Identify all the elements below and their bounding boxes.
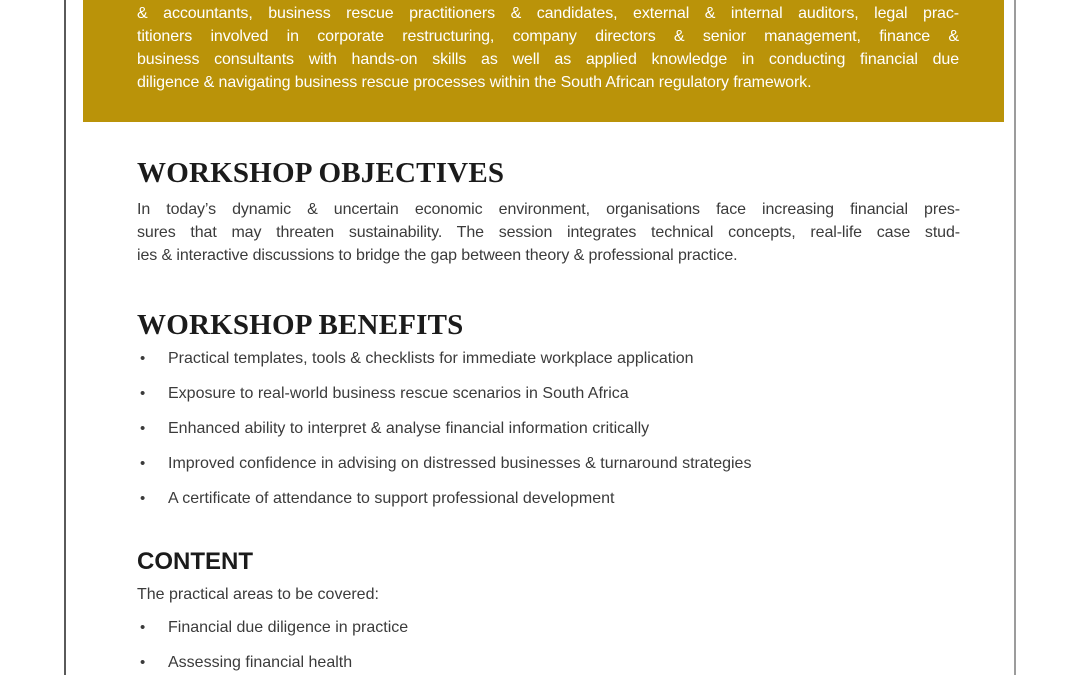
list-item-text: Practical templates, tools & checklists for immediate workplace application (168, 350, 694, 367)
banner-text-line: titioners involved in corporate restructuring, company directors & senior management, finance & (137, 28, 959, 45)
objectives-paragraph (137, 198, 960, 267)
list-item-text: Enhanced ability to interpret & analyse financial information critically (168, 420, 650, 437)
list-item (137, 453, 960, 474)
objectives-heading: WORKSHOP OBJECTIVES (137, 157, 505, 189)
bullet-icon: • (140, 350, 146, 367)
list-item-text: Assessing financial health (168, 654, 353, 671)
banner-text-line: diligence & navigating business rescue processes within the South African regulatory framework. (137, 74, 812, 91)
paragraph-line: ies & interactive discussions to bridge the gap between theory & professional practice. (137, 247, 738, 264)
bullet-icon: • (140, 455, 146, 472)
list-item-text: A certificate of attendance to support professional development (168, 490, 615, 507)
banner-text-line: business consultants with hands-on skills as well as applied knowledge in conducting financial due (137, 51, 959, 68)
list-item-text: Improved confidence in advising on distressed businesses & turnaround strategies (168, 455, 752, 472)
bullet-icon: • (140, 490, 146, 507)
list-item (137, 617, 960, 638)
content-list (137, 617, 960, 675)
list-item (137, 488, 960, 509)
list-item (137, 383, 960, 404)
list-item (137, 348, 960, 369)
banner-text-line: & accountants, business rescue practitioners & candidates, external & internal auditors, legal prac- (137, 5, 959, 22)
benefits-list (137, 348, 960, 523)
bullet-icon: • (140, 654, 146, 671)
content-intro: The practical areas to be covered: (137, 586, 379, 603)
page-right-border (1014, 0, 1016, 675)
list-item-text: Financial due diligence in practice (168, 619, 409, 636)
content-heading: CONTENT (137, 548, 253, 575)
bullet-icon: • (140, 385, 146, 402)
page-left-border (64, 0, 66, 675)
flyer-body (137, 0, 960, 675)
benefits-heading: WORKSHOP BENEFITS (137, 309, 464, 341)
paragraph-line: sures that may threaten sustainability. The session integrates technical concepts, real-life case stud- (137, 224, 960, 241)
list-item-text: Exposure to real-world business rescue scenarios in South Africa (168, 385, 629, 402)
bullet-icon: • (140, 619, 146, 636)
list-item (137, 418, 960, 439)
paragraph-line: In today’s dynamic & uncertain economic environment, organisations face increasing financial pres- (137, 201, 960, 218)
bullet-icon: • (140, 420, 146, 437)
list-item (137, 652, 960, 673)
